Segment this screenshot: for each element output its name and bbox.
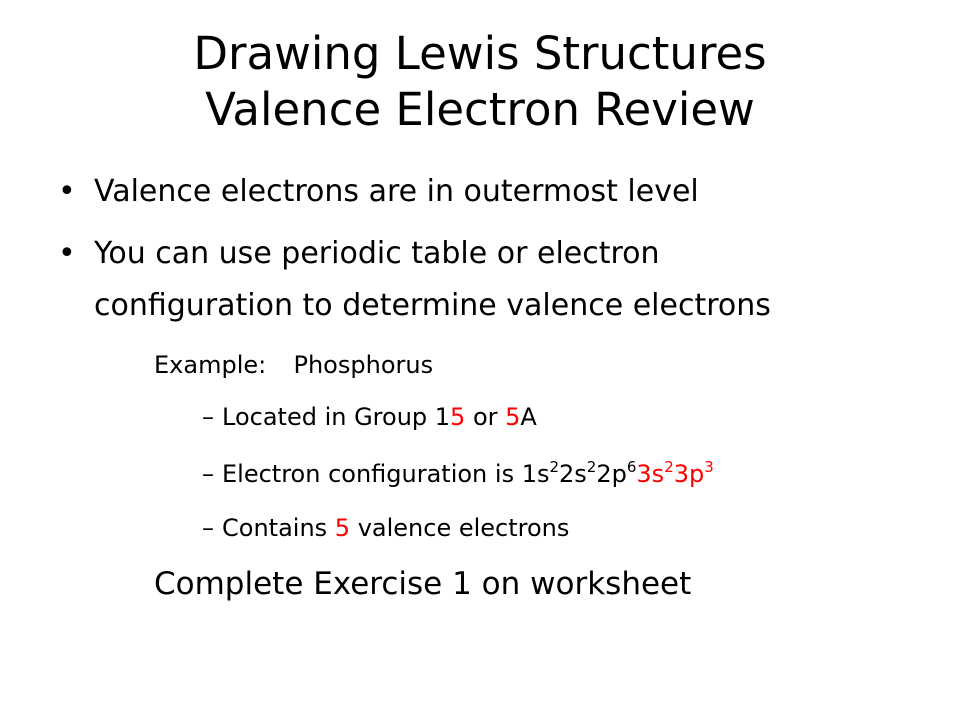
- contains-number-highlight: 5: [334, 514, 351, 542]
- dash-icon: –: [202, 514, 214, 542]
- dash-icon: –: [202, 403, 214, 431]
- config-prefix: Electron configuration is 1s: [222, 460, 550, 488]
- group-prefix: Located in Group 1: [222, 403, 451, 431]
- config-sup-5-highlight: 3: [704, 458, 714, 476]
- example-element: Phosphorus: [293, 351, 434, 379]
- group-letter-number-highlight: 5: [505, 403, 521, 431]
- sub-bullet-configuration: [202, 458, 714, 490]
- sub-bullet-group: [202, 401, 537, 433]
- contains-prefix: Contains: [222, 514, 335, 542]
- example-label: Example:: [154, 351, 267, 379]
- contains-suffix: valence electrons: [350, 514, 570, 542]
- group-middle: or: [465, 403, 506, 431]
- config-sup-3: 6: [626, 458, 637, 476]
- bullet-text-line-2: configuration to determine valence electrons: [94, 288, 771, 323]
- bullet-dot-icon: •: [58, 236, 76, 271]
- bullet-dot-icon: •: [58, 174, 76, 209]
- dash-icon: –: [202, 460, 214, 488]
- example-line: [154, 349, 433, 381]
- config-sup-1: 2: [549, 458, 560, 476]
- sub-bullet-contains: [202, 512, 569, 544]
- slide-title: [60, 26, 900, 138]
- config-term-5-highlight: 3p: [673, 460, 705, 488]
- config-sup-2: 2: [586, 458, 597, 476]
- config-term-3: 2p: [596, 460, 627, 488]
- config-sup-4-highlight: 2: [664, 458, 674, 476]
- bullet-text: Valence electrons are in outermost level: [94, 174, 699, 209]
- group-suffix: A: [520, 403, 537, 431]
- config-term-2: 2s: [559, 460, 587, 488]
- title-line-2: Valence Electron Review: [205, 83, 755, 136]
- title-line-1: Drawing Lewis Structures: [193, 27, 767, 80]
- exercise-instruction: Complete Exercise 1 on worksheet: [154, 566, 692, 602]
- config-term-4-highlight: 3s: [636, 460, 665, 488]
- bullet-text-line-1: You can use periodic table or electron: [94, 236, 660, 271]
- group-number-highlight: 5: [450, 403, 466, 431]
